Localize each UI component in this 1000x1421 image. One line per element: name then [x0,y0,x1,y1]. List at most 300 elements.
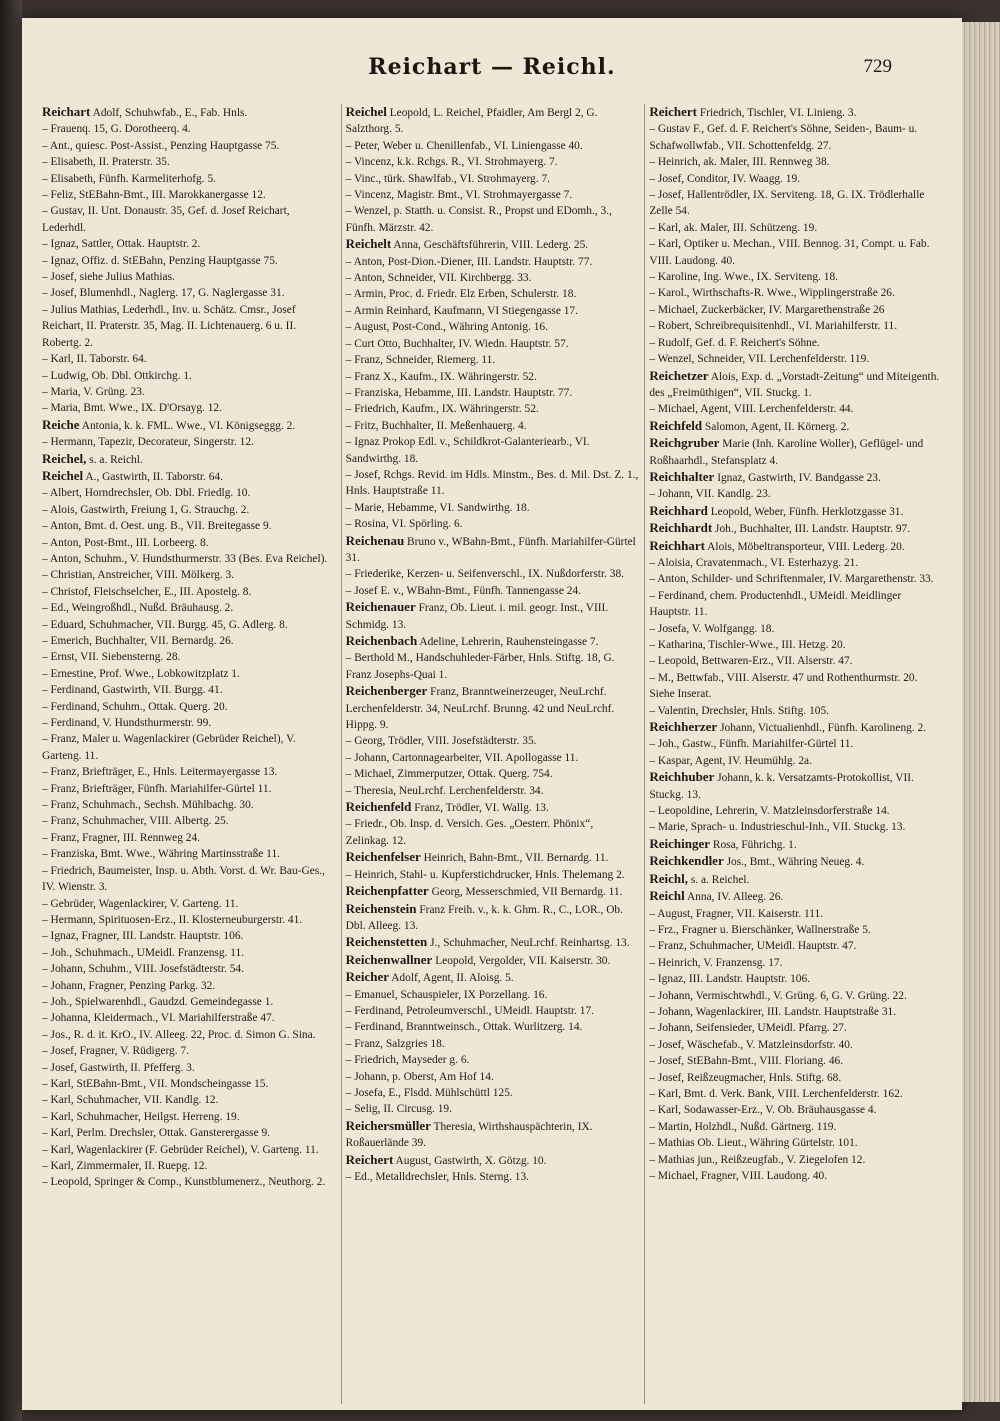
entry-text: – Josef, StEBahn-Bmt., VIII. Floriang. 46. [649,1055,844,1068]
entry-text: – Josefa, V. Wolfgangg. 18. [649,622,775,635]
directory-entry [346,783,639,799]
directory-entry [649,555,942,571]
directory-entry [42,302,335,351]
entry-text: – Franz, Briefträger, E., Hnls. Leitermayergasse 13. [42,766,278,779]
directory-entry [42,863,335,896]
directory-entry [42,269,335,285]
directory-entry [649,906,942,922]
entry-text: – Rosina, VI. Spörling. 6. [345,518,463,531]
directory-entry [42,633,335,649]
entry-text: – Josef, Hallentrödler, IX. Serviteng. 18, G. IX. Trödlerhalle Zelle 54. [649,189,925,218]
directory-entry [42,1027,335,1043]
entry-surname: Reichenstetten [345,934,428,950]
entry-text: – Christof, Fleischselcher, E., III. Apostelg. 8. [42,585,252,598]
entry-text: – Karl, ak. Maler, III. Schützeng. 19. [649,221,818,234]
entry-text: – Franziska, Hebamme, III. Landstr. Hauptstr. 77. [345,386,573,399]
directory-entry [346,203,639,236]
entry-text: – Ernestine, Prof. Wwe., Lobkowitzplatz 1. [42,667,240,680]
entry-text: Franz, Ob. Lieut. i. mil. geogr. Inst., VIII. Schmidg. 13. [345,602,609,631]
entry-text: – Michael, Fragner, VIII. Laudong. 40. [649,1170,828,1182]
directory-entry [649,418,942,435]
directory-entry [649,719,942,736]
directory-entry [649,971,942,987]
directory-entry [42,138,335,154]
directory-entry [649,588,942,621]
entry-surname: Reichersmüller [345,1117,431,1133]
entry-surname: Reichl, [649,870,688,886]
entry-text: – Johann, Seifensieder, UMeidl. Pfarrg. 27. [649,1022,847,1035]
directory-entry [649,1152,942,1168]
directory-entry [42,253,335,269]
entry-text: – Franz X., Kaufm., IX. Währingerstr. 52. [345,370,537,383]
entry-text: J., Schuhmacher, NeuLrchf. Reinhartsg. 13. [430,937,630,950]
directory-entry [42,451,335,468]
entry-surname: Reichhardt [649,520,713,536]
entry-text: – Frz., Fragner u. Bierschänker, Wallnerstraße 5. [649,923,871,936]
directory-entry [42,434,335,450]
entry-text: – Karl, StEBahn-Bmt., VII. Mondscheingasse 15. [42,1077,269,1090]
entry-surname: Reichhalter [649,468,715,484]
directory-entry [649,1102,942,1118]
directory-entry [42,1043,335,1059]
entry-text: – Johanna, Kleidermach., VI. Mariahilferstraße 47. [42,1012,275,1025]
entry-text: – Alois, Gastwirth, Freiung 1, G. Strauchg. 2. [42,503,250,516]
entry-surname: Reichel [345,104,387,119]
entry-text: – Vincenz, k.k. Rchgs. R., VI. Strohmayerg. 7. [345,156,558,169]
entry-text: Anna, Geschäftsführerin, VIII. Lederg. 25. [393,239,589,252]
directory-entry [649,871,942,888]
directory-entry [42,1158,335,1174]
directory-entry [346,418,639,434]
directory-entry [649,1168,942,1184]
directory-entry [42,485,335,501]
entry-text: – M., Bettwfab., VIII. Alserstr. 47 und Rothenthurmstr. 20. Siehe Inserat. [649,671,918,701]
directory-entry [346,171,639,187]
entry-text: – Eduard, Schuhmacher, VII. Burgg. 45, G. Adlerg. 8. [42,618,288,631]
directory-entry [649,703,942,719]
directory-entry [649,803,942,819]
directory-entry [649,1020,942,1036]
entry-text: – Berthold M., Handschuhleder-Färber, Hnls. Stiftg. 18, G. Franz Josephs-Quai 1. [345,652,615,681]
directory-entry [346,254,639,270]
directory-entry [346,883,639,900]
directory-entry [42,600,335,616]
directory-entry [649,670,942,703]
entry-text: – Friedr., Ob. Insp. d. Versich. Ges. „Oesterr. Phönix“, Zelinkag. 12. [345,818,594,847]
directory-entry [346,901,639,935]
entry-text: – Karl, Zimmermaler, II. Ruepg. 12. [42,1160,208,1172]
entry-text: Franz, Branntweinerzeuger, NeuLrchf. Lerchenfelderstr. 34, NeuLrchf. Brunng. 42 und NeuLrchf. Hippg. 9. [345,686,615,732]
directory-entry [346,385,639,401]
entry-text: – Wenzel, Schneider, VII. Lerchenfelderstr. 119. [649,353,870,366]
entry-text: Alois, Möbeltransporteur, VIII. Lederg. 20. [707,540,905,553]
directory-entry [649,1037,942,1053]
entry-text: – Karl, Wagenlackirer (F. Gebrüder Reichel), V. Garteng. 11. [42,1143,319,1156]
entry-surname: Reichinger [649,835,710,851]
directory-entry [649,538,942,555]
directory-entry [42,896,335,912]
directory-entry [42,682,335,698]
directory-entry [649,955,942,971]
directory-entry [42,154,335,170]
entry-text: – Ernst, VII. Siebensterng. 28. [42,651,181,664]
directory-entry [42,384,335,400]
entry-text: – August, Post-Cond., Währing Antonig. 16. [345,321,548,334]
entry-surname: Reichenbach [345,633,418,648]
entry-text: – Heinrich, V. Franzensg. 17. [649,956,783,969]
entry-surname: Reichenfelser [345,849,421,865]
entry-text: s. a. Reichel. [690,873,750,886]
entry-text: Johann, Victualienhdl., Fünfh. Karolineng. 2. [720,722,927,735]
entry-text: – Gustav, II. Unt. Donaustr. 35, Gef. d. Josef Reichart, Lederhdl. [42,205,290,234]
entry-text: – Emerich, Buchhalter, VII. Bernardg. 26. [42,635,234,647]
entry-text: – Rudolf, Gef. d. F. Reichert's Söhne. [649,336,820,349]
entry-text: – Joh., Spielwarenhdl., Gaudzd. Gemeindegasse 1. [42,995,274,1008]
entry-text: – Karl, Schuhmacher, VII. Kandlg. 12. [42,1094,219,1107]
directory-entry [42,203,335,236]
entry-surname: Reichelt [345,236,392,252]
directory-entry [346,319,639,335]
directory-entry [346,750,639,766]
directory-entry [42,285,335,301]
column-right [644,104,942,1404]
entry-surname: Reichert [345,1151,394,1167]
directory-entry [649,302,942,318]
entry-text: Leopold, L. Reichel, Pfaidler, Am Bergl 2, G. Salzthorg. 5. [345,107,598,136]
directory-entry [346,1085,639,1101]
entry-text: – Karl, Perlm. Drechsler, Ottak. Gansterergasse 9. [42,1127,271,1140]
directory-entry [346,401,639,417]
directory-entry [42,171,335,187]
entry-text: s. a. Reichl. [89,453,143,466]
directory-entry [649,571,942,587]
entry-text: – Friedrich, Mayseder g. 6. [345,1054,470,1067]
directory-entry [346,766,639,782]
entry-surname: Reichetzer [649,367,709,383]
entry-text: August, Gastwirth, X. Götzg. 10. [395,1154,547,1167]
directory-entry [42,468,335,485]
entry-text: – Vinc., türk. Shawlfab., VI. Strohmayerg. 7. [345,172,550,185]
directory-entry [649,486,942,502]
entry-text: – Karl, II. Taborstr. 64. [42,353,147,366]
book-binding-edge [0,0,22,1421]
entry-text: – Peter, Weber u. Chenillenfab., VI. Liniengasse 40. [345,139,583,152]
directory-columns [42,104,942,1404]
directory-entry [649,922,942,938]
entry-text: – Theresia, NeuLrchf. Lerchenfelderstr. 34. [345,784,544,797]
directory-entry [42,928,335,944]
entry-text: – Heinrich, Stahl- u. Kupferstichdrucker, Hnls. Thelemang 2. [345,868,625,881]
directory-entry [346,369,639,385]
directory-entry [346,849,639,866]
directory-entry [649,401,942,417]
directory-entry [346,104,639,138]
directory-entry [649,1135,942,1151]
directory-entry [649,318,942,334]
directory-entry [649,187,942,220]
entry-text: – Franz, Fragner, III. Rennweg 24. [42,831,201,844]
directory-entry [346,467,639,500]
entry-text: – Hermann, Spirituosen-Erz., II. Klosterneuburgerstr. 41. [42,913,303,926]
page-number: 729 [863,56,892,77]
entry-text: – Ludwig, Ob. Dbl. Ottkirchg. 1. [42,369,192,382]
entry-text: Rosa, Führichg. 1. [712,838,797,851]
directory-entry [649,853,942,870]
directory-entry [346,816,639,849]
entry-text: – Anton, Post-Dion.-Diener, III. Landstr. Hauptstr. 77. [345,255,593,268]
entry-surname: Reichel [42,467,84,483]
entry-text: Theresia, Wirthshauspächterin, IX. Roßauerlände 39. [345,1120,593,1150]
entry-text: Leopold, Weber, Fünfh. Herklotzgasse 31. [710,505,904,518]
entry-text: – Ignaz, Fragner, III. Landstr. Hauptstr. 106. [42,930,244,943]
directory-entry [649,1086,942,1102]
directory-entry [42,502,335,518]
entry-surname: Reichfeld [649,417,703,433]
entry-text: – Ferdinand, Petroleumverschl., UMeidl. Hauptstr. 17. [345,1004,595,1017]
entry-text: – Maria, Bmt. Wwe., IX. D'Orsayg. 12. [42,402,222,415]
directory-entry [42,351,335,367]
directory-entry [346,1036,639,1052]
directory-entry [346,286,639,302]
directory-entry [346,683,639,733]
entry-text: – Feliz, StEBahn-Bmt., III. Marokkanergasse 12. [42,189,266,202]
entry-text: – Josef, Conditor, IV. Waagg. 19. [649,172,801,185]
directory-entry [649,637,942,653]
entry-text: – Aloisia, Cravatenmach., VI. Esterhazyg. 21. [649,556,859,569]
entry-text: – Anton, Post-Bmt., III. Lorbeerg. 8. [42,536,209,549]
directory-entry [346,336,639,352]
directory-entry [42,715,335,731]
directory-entry [42,1092,335,1108]
directory-entry [346,867,639,883]
directory-entry [42,584,335,600]
entry-text: Salomon, Agent, II. Körnerg. 2. [704,420,850,433]
entry-text: – Martin, Holzhdl., Nußd. Gärtnerg. 119. [649,1120,837,1133]
directory-entry [346,154,639,170]
entry-text: – Valentin, Drechsler, Hnls. Stiftg. 105. [649,704,830,717]
entry-surname: Reichhard [649,502,708,518]
entry-text: – Albert, Horndrechsler, Ob. Dbl. Friedlg. 10. [42,487,251,500]
entry-text: – Friedrich, Kaufm., IX. Währingerstr. 52. [345,403,539,416]
entry-text: – Franz, Schuhmacher, VIII. Albertg. 25. [42,815,229,828]
entry-text: – Michael, Agent, VIII. Lerchenfelderstr. 44. [649,403,854,416]
directory-entry [346,733,639,749]
directory-entry [42,236,335,252]
directory-entry [649,368,942,402]
directory-entry [346,566,639,582]
directory-entry [42,666,335,682]
entry-text: – Kaspar, Agent, IV. Heumühlg. 2a. [649,754,812,767]
directory-entry [346,1101,639,1117]
directory-entry [42,617,335,633]
directory-entry [649,520,942,537]
directory-entry [346,599,639,633]
entry-text: Ignaz, Gastwirth, IV. Bandgasse 23. [717,471,881,484]
entry-text: – Karol., Wirthschafts-R. Wwe., Wipplingerstraße 26. [649,287,895,300]
entry-text: – Anton, Schilder- und Schriftenmaler, IV. Margarethenstr. 33. [649,573,934,586]
entry-text: Franz, Trödler, VI. Wallg. 13. [414,802,549,815]
directory-entry [346,1019,639,1035]
entry-text: – Georg, Trödler, VIII. Josefstädterstr. 35. [345,735,537,748]
entry-text: – Ignaz, III. Landstr. Hauptstr. 106. [649,973,811,986]
directory-entry [42,1076,335,1092]
directory-entry [346,1118,639,1152]
directory-entry [346,633,639,650]
directory-entry [346,969,639,986]
entry-text: Georg, Messerschmied, VII Bernardg. 11. [431,886,623,899]
directory-entry [42,961,335,977]
entry-text: – Josef E. v., WBahn-Bmt., Fünfh. Tannengasse 24. [345,584,581,597]
directory-entry [42,121,335,137]
entry-text: – Maria, V. Grüng. 23. [42,385,145,398]
directory-entry [649,753,942,769]
entry-surname: Reichenwallner [345,951,433,967]
directory-entry [649,1070,942,1086]
entry-text: – Ed., Weingroßhdl., Nußd. Bräuhausg. 2. [42,602,234,615]
directory-entry [649,653,942,669]
entry-text: – Franziska, Bmt. Wwe., Währing Martinsstraße 11. [42,848,280,861]
directory-entry [649,285,942,301]
entry-text: – Gebrüder, Wagenlackirer, V. Garteng. 11. [42,897,239,910]
directory-entry [42,781,335,797]
directory-entry [42,368,335,384]
directory-entry [346,934,639,951]
entry-text: – Jos., R. d. it. KrO., IV. Alleeg. 22, Proc. d. Simon G. Sina. [42,1028,316,1041]
column-left [42,104,335,1404]
entry-text: – Robert, Schreibrequisitenhdl., VI. Mariahilferstr. 11. [649,320,898,333]
entry-text: – Leopold, Springer & Comp., Kunstblumenerz., Neuthorg. 2. [42,1176,326,1189]
entry-text: – August, Fragner, VII. Kaiserstr. 111. [649,907,824,920]
directory-entry [649,220,942,236]
entry-surname: Reichenauer [345,599,416,615]
directory-entry [42,912,335,928]
directory-entry [42,945,335,961]
entry-surname: Reichhart [649,537,705,553]
entry-text: – Johann, Schuhm., VIII. Josefstädterstr. 54. [42,963,244,976]
entry-surname: Reichl [649,888,685,904]
entry-text: Adolf, Agent, II. Aloisg. 5. [391,972,514,985]
entry-text: – Selig, II. Circusg. 19. [345,1103,452,1116]
directory-entry [346,1169,639,1185]
entry-text: Alois, Exp. d. „Vorstadt-Zeitung“ und Miteigenth. des „Freimüthigen“, VII. Stuckg. 1. [649,370,940,399]
entry-text: Bruno v., WBahn-Bmt., Fünfh. Mariahilfer-Gürtel 31. [345,535,636,564]
directory-entry [346,1069,639,1085]
entry-surname: Reichart [42,104,91,119]
directory-entry [346,1052,639,1068]
directory-entry [346,583,639,599]
directory-entry [649,769,942,803]
directory-entry [42,551,335,567]
entry-text: – Josef, Gastwirth, II. Pfefferg. 3. [42,1061,195,1074]
entry-text: – Katharina, Tischler-Wwe., III. Hetzg. 20. [649,639,846,651]
entry-text: – Elisabeth, Fünfh. Karmeliterhofg. 5. [42,172,216,185]
directory-entry [42,846,335,862]
entry-text: Friedrich, Tischler, VI. Linieng. 3. [699,107,857,119]
directory-entry [42,1125,335,1141]
entry-text: – Josef, Wäschefab., V. Matzleinsdorfstr. 40. [649,1038,853,1051]
directory-entry [649,1004,942,1020]
entry-text: – Ignaz, Sattler, Ottak. Hauptstr. 2. [42,238,201,251]
entry-text: – Friedrich, Baumeister, Insp. u. Abth. Vorst. d. Wr. Bau-Ges., IV. Wienstr. 3. [42,864,325,894]
entry-text: – Ferdinand, Branntweinsch., Ottak. Wurlitzerg. 14. [345,1021,583,1034]
entry-surname: Reichhuber [649,769,715,785]
entry-text: – Franz, Schuhmach., Sechsh. Mühlbachg. 30. [42,799,254,812]
entry-text: – Armin Reinhard, Kaufmann, VI Stiegengasse 17. [345,304,578,317]
entry-text: – Franz, Maler u. Wagenlackirer (Gebrüder Reichel), V. Garteng. 11. [42,733,296,762]
entry-text: – Wenzel, p. Statth. u. Consist. R., Propst und EDomh., 3., Fünfh. Märzstr. 42. [345,205,612,234]
directory-entry [42,1174,335,1190]
directory-entry [42,830,335,846]
directory-entry [649,621,942,637]
entry-text: – Johann, VII. Kandlg. 23. [649,488,771,501]
entry-surname: Reicher [345,969,389,985]
entry-text: A., Gastwirth, II. Taborstr. 64. [85,470,223,483]
directory-entry [42,699,335,715]
entry-text: – Franz, Schneider, Riemerg. 11. [345,354,496,367]
entry-text: – Franz, Salzgries 18. [345,1037,445,1050]
directory-entry [42,567,335,583]
directory-entry [42,187,335,203]
page-header [22,48,962,88]
entry-text: – Josef, Rchgs. Revid. im Hdls. Minstm., Bes. d. Mil. Dst. Z. 1., Hnls. Hauptstraße 11. [345,468,639,498]
entry-text: – Ferdinand, chem. Productenhdl., UMeidl. Meidlinger Hauptstr. 11. [649,589,902,619]
entry-text: – Karl, Optiker u. Mechan., VIII. Bennog. 31, Compt. u. Fab. VIII. Laudong. 40. [649,238,930,267]
entry-text: – Josef, Fragner, V. Rüdigerg. 7. [42,1045,189,1058]
directory-entry [649,435,942,469]
directory-entry [649,888,942,905]
entry-text: – Karl, Sodawasser-Erz., V. Ob. Bräuhausgasse 4. [649,1104,877,1117]
entry-text: – Heinrich, ak. Maler, III. Rennweg 38. [649,156,830,169]
entry-text: – Franz, Schuhmacher, UMeidl. Hauptstr. 47. [649,940,857,953]
directory-entry [42,1010,335,1026]
entry-text: – Hermann, Tapezir, Decorateur, Singerstr. 12. [42,436,254,449]
directory-entry [42,797,335,813]
entry-surname: Reichkendler [649,853,724,869]
entry-text: – Joh., Schuhmach., UMeidl. Franzensg. 11. [42,946,245,959]
entry-text: – Marie, Sprach- u. Industrieschul-Inh., VII. Stuckg. 13. [649,821,906,834]
entry-text: – Ant., quiesc. Post-Assist., Penzing Hauptgasse 75. [42,139,280,152]
entry-text: Jos., Bmt., Währing Neueg. 4. [726,856,865,869]
directory-entry [42,764,335,780]
entry-surname: Reichenfeld [345,799,412,815]
directory-entry [649,351,942,367]
entry-surname: Reichherzer [649,719,718,735]
entry-text: – Ed., Metalldrechsler, Hnls. Sterng. 13. [345,1171,530,1183]
directory-entry [649,269,942,285]
directory-entry [346,500,639,516]
directory-entry [346,270,639,286]
entry-text: – Ferdinand, Schuhm., Ottak. Querg. 20. [42,700,228,713]
directory-entry [649,236,942,269]
directory-entry [42,535,335,551]
directory-entry [649,1119,942,1135]
directory-entry [346,1152,639,1169]
entry-text: – Karl, Bmt. d. Verk. Bank, VIII. Lerchenfelderstr. 162. [649,1087,903,1100]
entry-text: – Ignaz, Offiz. d. StEBahn, Penzing Hauptgasse 75. [42,254,278,267]
directory-entry [42,994,335,1010]
entry-text: Adolf, Schuhwfab., E., Fab. Hnls. [92,107,248,119]
directory-entry [649,104,942,121]
directory-entry [346,799,639,816]
directory-entry [649,1053,942,1069]
directory-entry [346,236,639,253]
entry-text: – Josef, Reißzeugmacher, Hnls. Stiftg. 68. [649,1071,842,1084]
directory-entry [346,187,639,203]
entry-text: – Vincenz, Magistr. Bmt., VI. Strohmayergasse 7. [345,189,573,202]
entry-text: Johann, k. k. Versatzamts-Protokollist, VII. Stuckg. 13. [649,772,914,801]
entry-text: Leopold, Vergolder, VII. Kaiserstr. 30. [435,954,611,967]
directory-entry [649,121,942,154]
